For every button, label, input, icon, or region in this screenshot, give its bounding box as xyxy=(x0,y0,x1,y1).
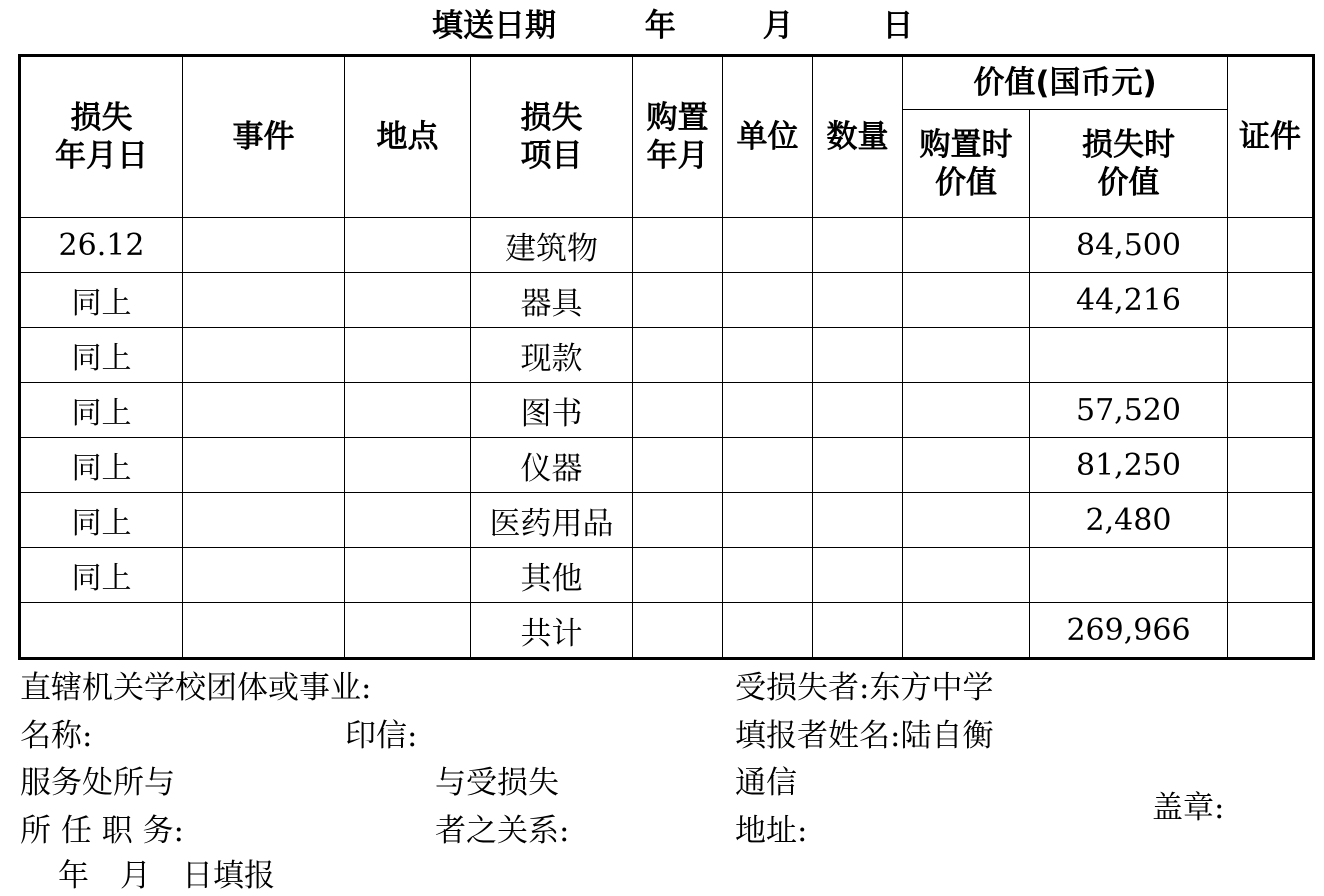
fill-date-label: 填送日期 xyxy=(432,8,556,44)
cell-unit xyxy=(723,218,813,273)
cell-unit xyxy=(723,493,813,548)
footer-contact-line1: 通信 xyxy=(735,765,797,801)
header-purchase-value xyxy=(903,110,1030,218)
cell-loss-value xyxy=(1030,328,1228,383)
header-value-group: 价值(国币元) xyxy=(903,56,1228,110)
header-place: 地点 xyxy=(345,56,471,218)
cell-loss-item: 其他 xyxy=(471,548,633,603)
header-purchase-date-line1: 购置 xyxy=(646,100,709,136)
fill-date-year: 年 xyxy=(644,8,676,44)
cell-quantity xyxy=(813,328,903,383)
cell-quantity xyxy=(813,603,903,659)
cell-loss-date: 同上 xyxy=(20,383,183,438)
header-loss-value-line1: 损失时 xyxy=(1082,126,1175,163)
cell-purchase-value xyxy=(903,218,1030,273)
table-row xyxy=(20,603,1314,659)
cell-unit xyxy=(723,383,813,438)
cell-quantity xyxy=(813,438,903,493)
cell-loss-value: 269,966 xyxy=(1030,603,1228,659)
cell-loss-item: 医药用品 xyxy=(471,493,633,548)
cell-loss-item: 器具 xyxy=(471,273,633,328)
cell-event xyxy=(183,548,345,603)
cell-loss-date: 同上 xyxy=(20,548,183,603)
cell-quantity xyxy=(813,383,903,438)
header-loss-date xyxy=(20,56,183,218)
header-loss-value xyxy=(1030,110,1228,218)
footer-filled-date: 年 月 日填报 xyxy=(58,858,275,894)
cell-event xyxy=(183,273,345,328)
fill-date-day: 日 xyxy=(882,8,914,44)
fill-date-month: 月 xyxy=(762,8,794,44)
cell-loss-date: 同上 xyxy=(20,438,183,493)
cell-quantity xyxy=(813,493,903,548)
cell-loss-value: 44,216 xyxy=(1030,273,1228,328)
cell-certificate xyxy=(1228,603,1314,659)
cell-event xyxy=(183,603,345,659)
cell-event xyxy=(183,328,345,383)
footer-position: 所 任 职 务: xyxy=(20,813,185,849)
table-row xyxy=(20,548,1314,603)
cell-place xyxy=(345,383,471,438)
footer-supervising-body: 直辖机关学校团体或事业: xyxy=(20,670,372,706)
cell-loss-item: 建筑物 xyxy=(471,218,633,273)
header-unit: 单位 xyxy=(723,56,813,218)
header-purchase-value-line1: 购置时 xyxy=(919,126,1013,163)
cell-place xyxy=(345,548,471,603)
footer-name: 名称: xyxy=(20,718,93,754)
cell-purchase-date xyxy=(633,218,723,273)
cell-unit xyxy=(723,603,813,659)
cell-place xyxy=(345,273,471,328)
header-loss-date-line2: 年月日 xyxy=(55,138,148,174)
cell-purchase-date xyxy=(633,383,723,438)
cell-loss-date xyxy=(20,603,183,659)
header-loss-date-line1: 损失 xyxy=(70,100,133,136)
cell-loss-value: 57,520 xyxy=(1030,383,1228,438)
table-row xyxy=(20,328,1314,383)
cell-purchase-date xyxy=(633,493,723,548)
footer-relation-line1: 与受损失 xyxy=(435,765,559,801)
header-event: 事件 xyxy=(183,56,345,218)
cell-loss-date: 同上 xyxy=(20,273,183,328)
cell-purchase-value xyxy=(903,493,1030,548)
cell-loss-value: 81,250 xyxy=(1030,438,1228,493)
cell-certificate xyxy=(1228,273,1314,328)
cell-loss-date: 同上 xyxy=(20,493,183,548)
cell-certificate xyxy=(1228,548,1314,603)
header-loss-item-line2: 项目 xyxy=(520,138,583,174)
cell-purchase-date xyxy=(633,438,723,493)
cell-unit xyxy=(723,273,813,328)
footer-contact-line2: 地址: xyxy=(735,813,808,849)
cell-certificate xyxy=(1228,493,1314,548)
header-certificate: 证件 xyxy=(1228,56,1314,218)
cell-event xyxy=(183,383,345,438)
header-purchase-value-line2: 价值 xyxy=(935,164,997,201)
header-purchase-date-line2: 年月 xyxy=(646,138,709,174)
cell-purchase-value xyxy=(903,328,1030,383)
footer-seal: 印信: xyxy=(345,718,418,754)
cell-place xyxy=(345,218,471,273)
cell-event xyxy=(183,218,345,273)
header-loss-item-line1: 损失 xyxy=(520,100,583,136)
cell-certificate xyxy=(1228,438,1314,493)
cell-certificate xyxy=(1228,328,1314,383)
table-row xyxy=(20,273,1314,328)
cell-loss-date: 26.12 xyxy=(20,218,183,273)
cell-loss-item: 现款 xyxy=(471,328,633,383)
loss-report-table xyxy=(18,54,1315,660)
cell-place xyxy=(345,328,471,383)
cell-loss-item: 图书 xyxy=(471,383,633,438)
cell-purchase-value xyxy=(903,438,1030,493)
cell-quantity xyxy=(813,548,903,603)
cell-unit xyxy=(723,548,813,603)
cell-loss-date: 同上 xyxy=(20,328,183,383)
cell-unit xyxy=(723,328,813,383)
cell-loss-value: 84,500 xyxy=(1030,218,1228,273)
cell-place xyxy=(345,493,471,548)
footer-service-place: 服务处所与 xyxy=(20,765,175,801)
cell-purchase-date xyxy=(633,328,723,383)
header-loss-value-line2: 价值 xyxy=(1097,164,1160,201)
cell-purchase-date xyxy=(633,273,723,328)
header-purchase-date xyxy=(633,56,723,218)
cell-purchase-value xyxy=(903,548,1030,603)
cell-place xyxy=(345,603,471,659)
table-row xyxy=(20,383,1314,438)
cell-event xyxy=(183,438,345,493)
header-quantity: 数量 xyxy=(813,56,903,218)
cell-loss-item: 仪器 xyxy=(471,438,633,493)
cell-purchase-date xyxy=(633,603,723,659)
table-row xyxy=(20,493,1314,548)
fill-date-line xyxy=(432,6,913,46)
footer-reporter: 填报者姓名:陆自衡 xyxy=(735,718,994,754)
cell-unit xyxy=(723,438,813,493)
table-row xyxy=(20,438,1314,493)
cell-purchase-value xyxy=(903,603,1030,659)
cell-loss-value: 2,480 xyxy=(1030,493,1228,548)
cell-event xyxy=(183,493,345,548)
header-loss-item xyxy=(471,56,633,218)
footer-relation-line2: 者之关系: xyxy=(435,813,570,849)
footer-stamp: 盖章: xyxy=(1152,790,1225,826)
cell-certificate xyxy=(1228,218,1314,273)
cell-place xyxy=(345,438,471,493)
cell-certificate xyxy=(1228,383,1314,438)
cell-quantity xyxy=(813,218,903,273)
table-row xyxy=(20,218,1314,273)
cell-purchase-value xyxy=(903,383,1030,438)
cell-purchase-date xyxy=(633,548,723,603)
cell-loss-value xyxy=(1030,548,1228,603)
cell-loss-item: 共计 xyxy=(471,603,633,659)
footer-victim: 受损失者:东方中学 xyxy=(735,670,994,706)
cell-purchase-value xyxy=(903,273,1030,328)
cell-quantity xyxy=(813,273,903,328)
